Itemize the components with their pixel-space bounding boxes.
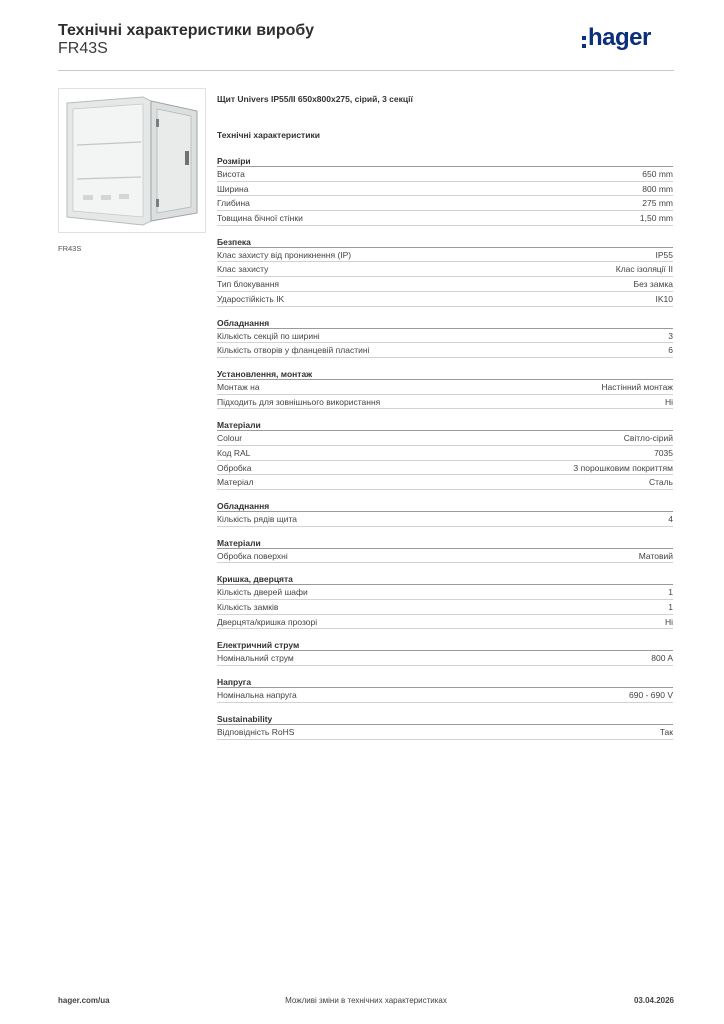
spec-label: Кількість секцій по ширині [217, 330, 320, 341]
product-image [58, 88, 206, 233]
spec-group-title: Матеріали [217, 537, 673, 549]
spec-value: 690 - 690 V [629, 690, 673, 701]
spec-label: Colour [217, 433, 243, 444]
spec-row [217, 329, 673, 344]
spec-group-title: Установлення, монтаж [217, 368, 673, 380]
spec-label: Підходить для зовнішнього використання [217, 396, 381, 407]
group-spacer [217, 703, 673, 713]
group-spacer [217, 629, 673, 639]
group-spacer [217, 226, 673, 236]
spec-value: 1,50 mm [639, 213, 673, 224]
spec-group-title: Електричний струм [217, 639, 673, 651]
spec-group [217, 419, 673, 490]
spec-group [217, 368, 673, 409]
spec-group [217, 639, 673, 666]
spec-row [217, 343, 673, 358]
spec-group [217, 317, 673, 358]
spec-value: 1 [668, 602, 673, 613]
spec-sheet [217, 94, 673, 740]
spec-group-title: Матеріали [217, 419, 673, 431]
page-title: Технічні характеристики виробу [58, 22, 314, 39]
spec-heading: Технічні характеристики [217, 130, 320, 140]
logo-text: hager [588, 24, 651, 51]
spec-label: Клас захисту [217, 264, 269, 275]
group-spacer [217, 563, 673, 573]
spec-value: 1 [668, 587, 673, 598]
footer-disclaimer: Можливі зміни в технічних характеристиках [285, 996, 447, 1005]
spec-value: Настінний монтаж [601, 381, 673, 392]
group-spacer [217, 307, 673, 317]
spec-row [217, 725, 673, 740]
group-spacer [217, 527, 673, 537]
spec-label: Монтаж на [217, 381, 260, 392]
spec-label: Товщина бічної стінки [217, 213, 303, 224]
spec-label: Кількість дверей шафи [217, 587, 308, 598]
spec-value: 6 [668, 345, 673, 356]
spec-row [217, 446, 673, 461]
spec-value: Матовий [638, 550, 673, 561]
product-code: FR43S [58, 40, 108, 57]
spec-label: Глибина [217, 198, 250, 209]
spec-label: Кількість отворів у фланцевій пластині [217, 345, 370, 356]
spec-group [217, 500, 673, 527]
spec-value: З порошковим покриттям [573, 462, 673, 473]
spec-row [217, 600, 673, 615]
spec-row [217, 475, 673, 490]
spec-value: Без замка [633, 279, 673, 290]
spec-group-title: Обладнання [217, 317, 673, 329]
spec-row [217, 248, 673, 263]
spec-label: Код RAL [217, 447, 251, 458]
spec-row [217, 196, 673, 211]
spec-row [217, 615, 673, 630]
group-spacer [217, 490, 673, 500]
group-spacer [217, 358, 673, 368]
logo-colon-icon [582, 34, 586, 50]
spec-group-title: Кришка, дверцята [217, 573, 673, 585]
spec-row [217, 211, 673, 226]
spec-group-title: Обладнання [217, 500, 673, 512]
spec-row [217, 262, 673, 277]
spec-group [217, 676, 673, 703]
spec-value: 800 A [651, 653, 673, 664]
spec-label: Ударостійкість IK [217, 293, 285, 304]
page-footer [58, 996, 674, 1010]
spec-row [217, 182, 673, 197]
group-spacer [217, 666, 673, 676]
spec-group [217, 236, 673, 307]
spec-value: Світло-сірий [623, 433, 673, 444]
hager-logo [574, 24, 674, 52]
spec-label: Висота [217, 169, 245, 179]
spec-label: Відповідність RoHS [217, 726, 295, 737]
spec-row [217, 461, 673, 476]
spec-label: Обробка поверхні [217, 550, 288, 561]
spec-label: Дверцята/кришка прозорі [217, 616, 318, 627]
product-name: Щит Univers IP55/II 650x800x275, сірий, 3 секції [217, 94, 413, 104]
spec-row [217, 380, 673, 395]
spec-label: Клас захисту від проникнення (IP) [217, 249, 352, 260]
footer-website: hager.com/ua [58, 996, 110, 1005]
spec-row [217, 277, 673, 292]
spec-value: Клас ізоляції II [615, 264, 673, 275]
spec-group [217, 155, 673, 226]
spec-group [217, 537, 673, 564]
spec-label: Номінальна напруга [217, 690, 297, 701]
page-header [58, 20, 674, 80]
spec-row [217, 688, 673, 703]
spec-group [217, 713, 673, 740]
spec-row [217, 549, 673, 564]
spec-value: 7035 [654, 447, 673, 458]
footer-date: 03.04.2026 [633, 996, 674, 1005]
spec-row [217, 512, 673, 527]
spec-row [217, 431, 673, 446]
spec-group-title: Sustainability [217, 713, 673, 725]
spec-group-title: Напруга [217, 676, 673, 688]
spec-value: Ні [664, 616, 673, 627]
spec-value: 3 [668, 330, 673, 341]
spec-group-title: Розміри [217, 155, 673, 167]
spec-label: Тип блокування [217, 279, 280, 290]
spec-row [217, 651, 673, 666]
spec-value: Ні [664, 396, 673, 407]
spec-value: 275 mm [642, 198, 673, 209]
spec-value: 800 mm [642, 183, 673, 194]
spec-label: Кількість замків [217, 602, 279, 613]
spec-label: Обробка [217, 462, 252, 473]
spec-value: IK10 [655, 293, 673, 304]
spec-label: Ширина [217, 183, 249, 194]
spec-groups [217, 155, 673, 740]
spec-label: Номінальний струм [217, 653, 294, 664]
group-spacer [217, 409, 673, 419]
spec-value: Так [659, 726, 673, 737]
spec-value: IP55 [655, 249, 673, 260]
spec-row [217, 292, 673, 307]
spec-group [217, 573, 673, 629]
header-divider [58, 70, 674, 71]
image-caption: FR43S [58, 244, 82, 253]
spec-value: Сталь [648, 477, 673, 488]
spec-value: 650 mm [642, 169, 673, 179]
spec-row [217, 167, 673, 182]
spec-label: Матеріал [217, 477, 254, 488]
spec-value: 4 [668, 514, 673, 524]
spec-row [217, 585, 673, 600]
spec-row [217, 395, 673, 410]
spec-label: Кількість рядів щита [217, 514, 297, 524]
enclosure-icon [59, 89, 207, 234]
spec-group-title: Безпека [217, 236, 673, 248]
